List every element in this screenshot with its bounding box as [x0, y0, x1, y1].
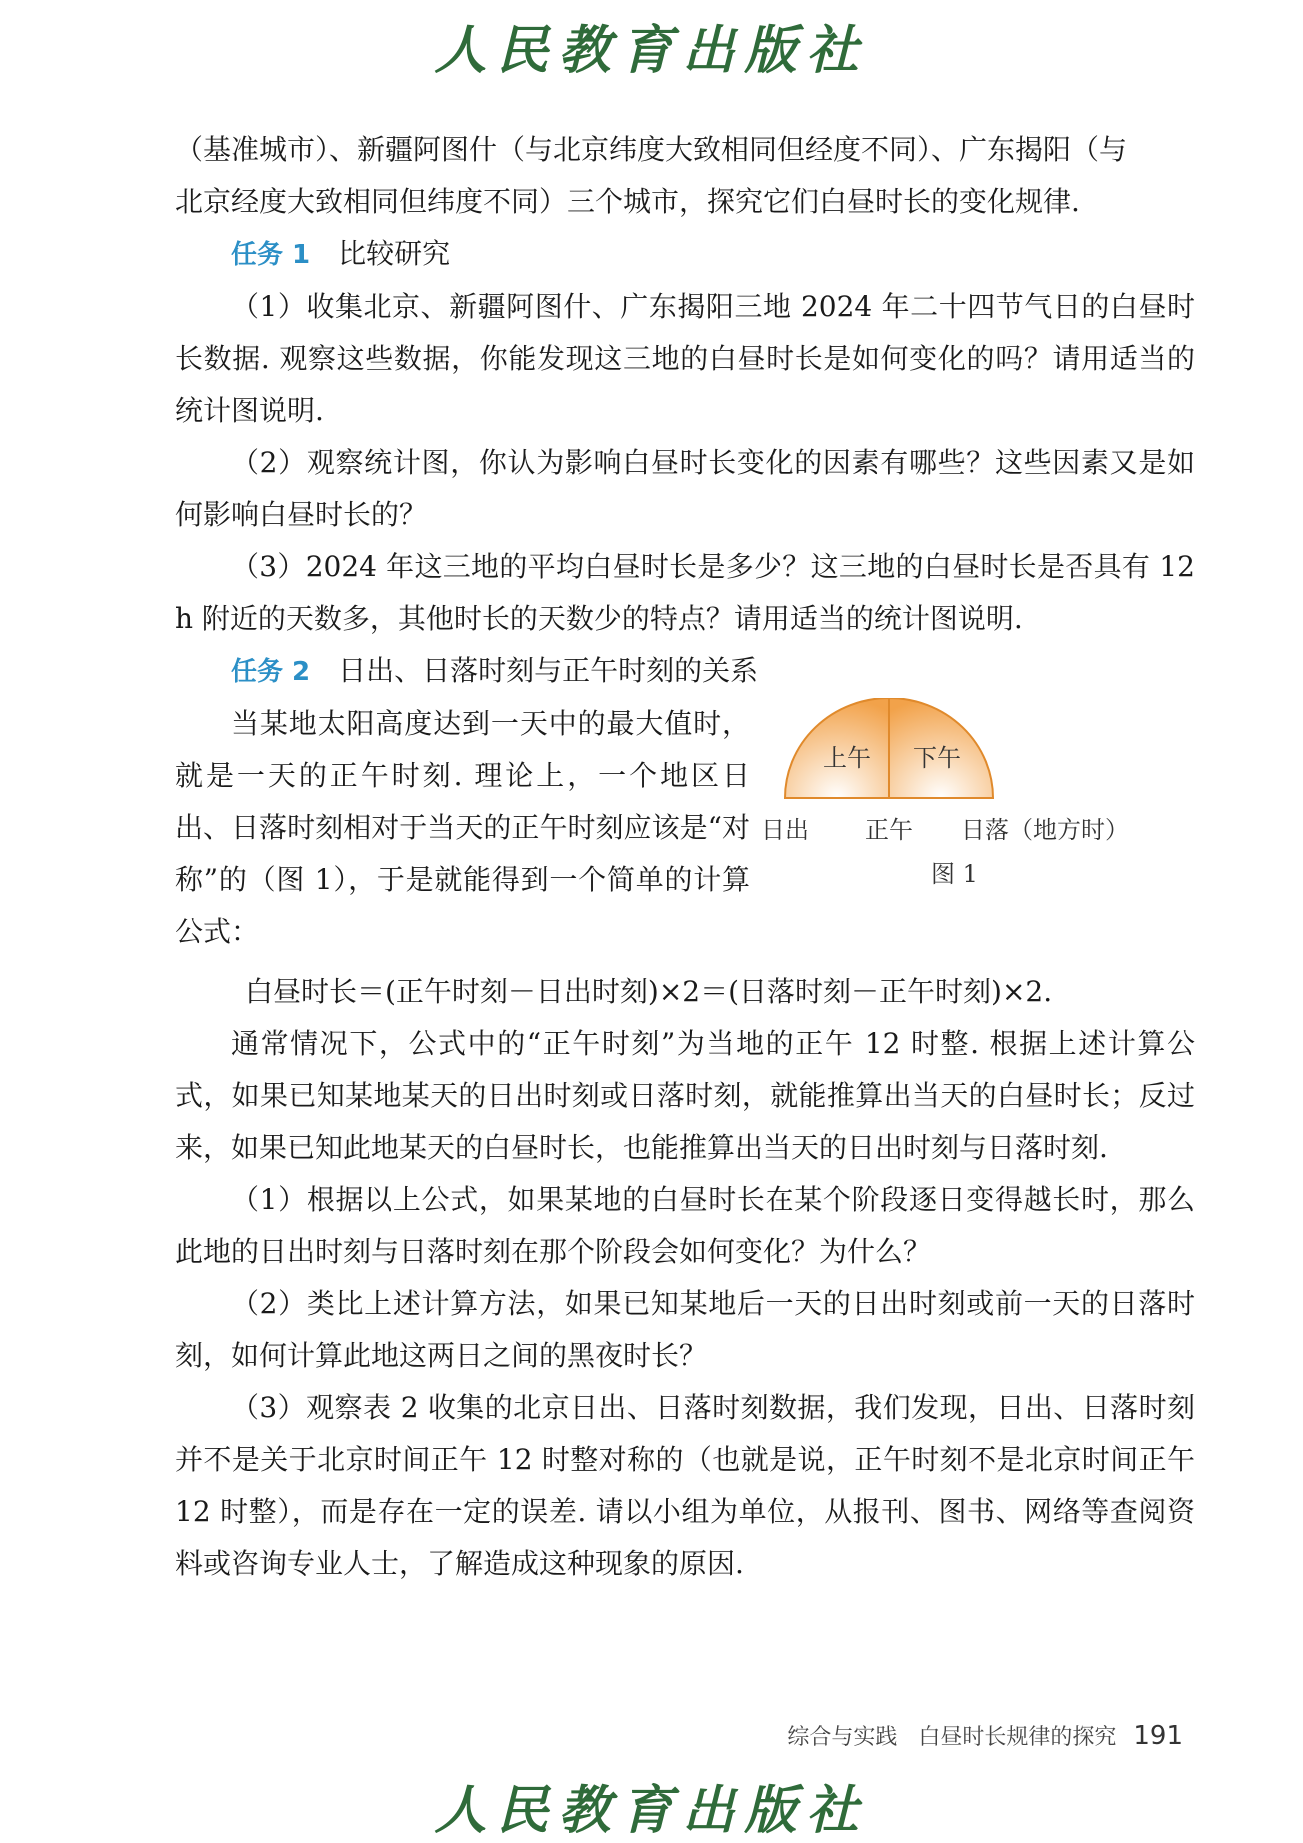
publisher-logo-top: 人民教育出版社	[434, 20, 869, 81]
morning-label: 上午	[823, 744, 871, 772]
task2-intro-text	[175, 698, 750, 958]
noon-label: 正午	[865, 816, 913, 844]
task1-label: 任务 1	[231, 240, 311, 270]
task2-heading	[175, 645, 1195, 698]
footer-section: 综合与实践	[787, 1725, 898, 1750]
figure-caption: 图 1	[931, 860, 978, 888]
task1-question-1: （1）收集北京、新疆阿图什、广东揭阳三地 2024 年二十四节气日的白昼时长数据. 观察这些数据，你能发现这三地的白昼时长是如何变化的吗？请用适当的统计图说明.	[175, 290, 1195, 427]
page-number: 191	[1133, 1721, 1183, 1751]
task2-title: 日出、日落时刻与正午时刻的关系	[338, 654, 759, 687]
task1-title: 比较研究	[338, 237, 451, 270]
publisher-logo-bottom: 人民教育出版社	[434, 1780, 869, 1841]
page-content	[175, 124, 1195, 1590]
figure-1	[761, 698, 1195, 962]
task2-question-2: （2）类比上述计算方法，如果已知某地后一天的日出时刻或前一天的日落时刻，如何计算此地这两日之间的黑夜时长？	[175, 1287, 1195, 1372]
sunrise-label: 日出	[761, 816, 809, 844]
task1-question-2: （2）观察统计图，你认为影响白昼时长变化的因素有哪些？这些因素又是如何影响白昼时长的？	[175, 446, 1195, 531]
afternoon-label: 下午	[913, 744, 961, 772]
intro-line-2: 北京经度大致相同但纬度不同）三个城市，探究它们白昼时长的变化规律.	[175, 185, 1080, 218]
task2-question-3: （3）观察表 2 收集的北京日出、日落时刻数据，我们发现，日出、日落时刻并不是关于北京时间正午 12 时整对称的（也就是说，正午时刻不是北京时间正午 12 时整），而是存在一定的误差. 请以小组为单位，从报刊、图书、网络等查阅资料或咨询专业人士，了解造成这种现象的原因.	[175, 1391, 1195, 1580]
task2-label: 任务 2	[231, 657, 311, 687]
page-footer	[787, 1720, 1183, 1751]
footer-chapter: 白昼时长规律的探究	[918, 1725, 1117, 1750]
daylength-formula: 白昼时长＝(正午时刻－日出时刻)×2＝(日落时刻－正午时刻)×2.	[245, 975, 1053, 1008]
task2-paragraph-1: 当某地太阳高度达到一天中的最大值时，就是一天的正午时刻. 理论上，一个地区日出、日落时刻相对于当天的正午时刻应该是“对称”的（图 1），于是就能得到一个简单的计算公式：	[175, 707, 750, 948]
task2-intro-with-figure	[175, 698, 1195, 962]
sunset-label: 日落（地方时）	[961, 816, 1129, 844]
intro-line-1: （基准城市）、新疆阿图什（与北京纬度大致相同但经度不同）、广东揭阳（与	[175, 133, 1128, 166]
task1-question-3: （3）2024 年这三地的平均白昼时长是多少？这三地的白昼时长是否具有 12 h 附近的天数多，其他时长的天数少的特点？请用适当的统计图说明.	[175, 550, 1195, 635]
task2-question-1: （1）根据以上公式，如果某地的白昼时长在某个阶段逐日变得越长时，那么此地的日出时刻与日落时刻在那个阶段会如何变化？为什么？	[175, 1183, 1195, 1268]
task2-paragraph-2: 通常情况下，公式中的“正午时刻”为当地的正午 12 时整. 根据上述计算公式，如果已知某地某天的日出时刻或日落时刻，就能推算出当天的白昼时长；反过来，如果已知此地某天的白昼时长，也能推算出当天的日出时刻与日落时刻.	[175, 1027, 1195, 1164]
task1-heading	[175, 228, 1195, 281]
